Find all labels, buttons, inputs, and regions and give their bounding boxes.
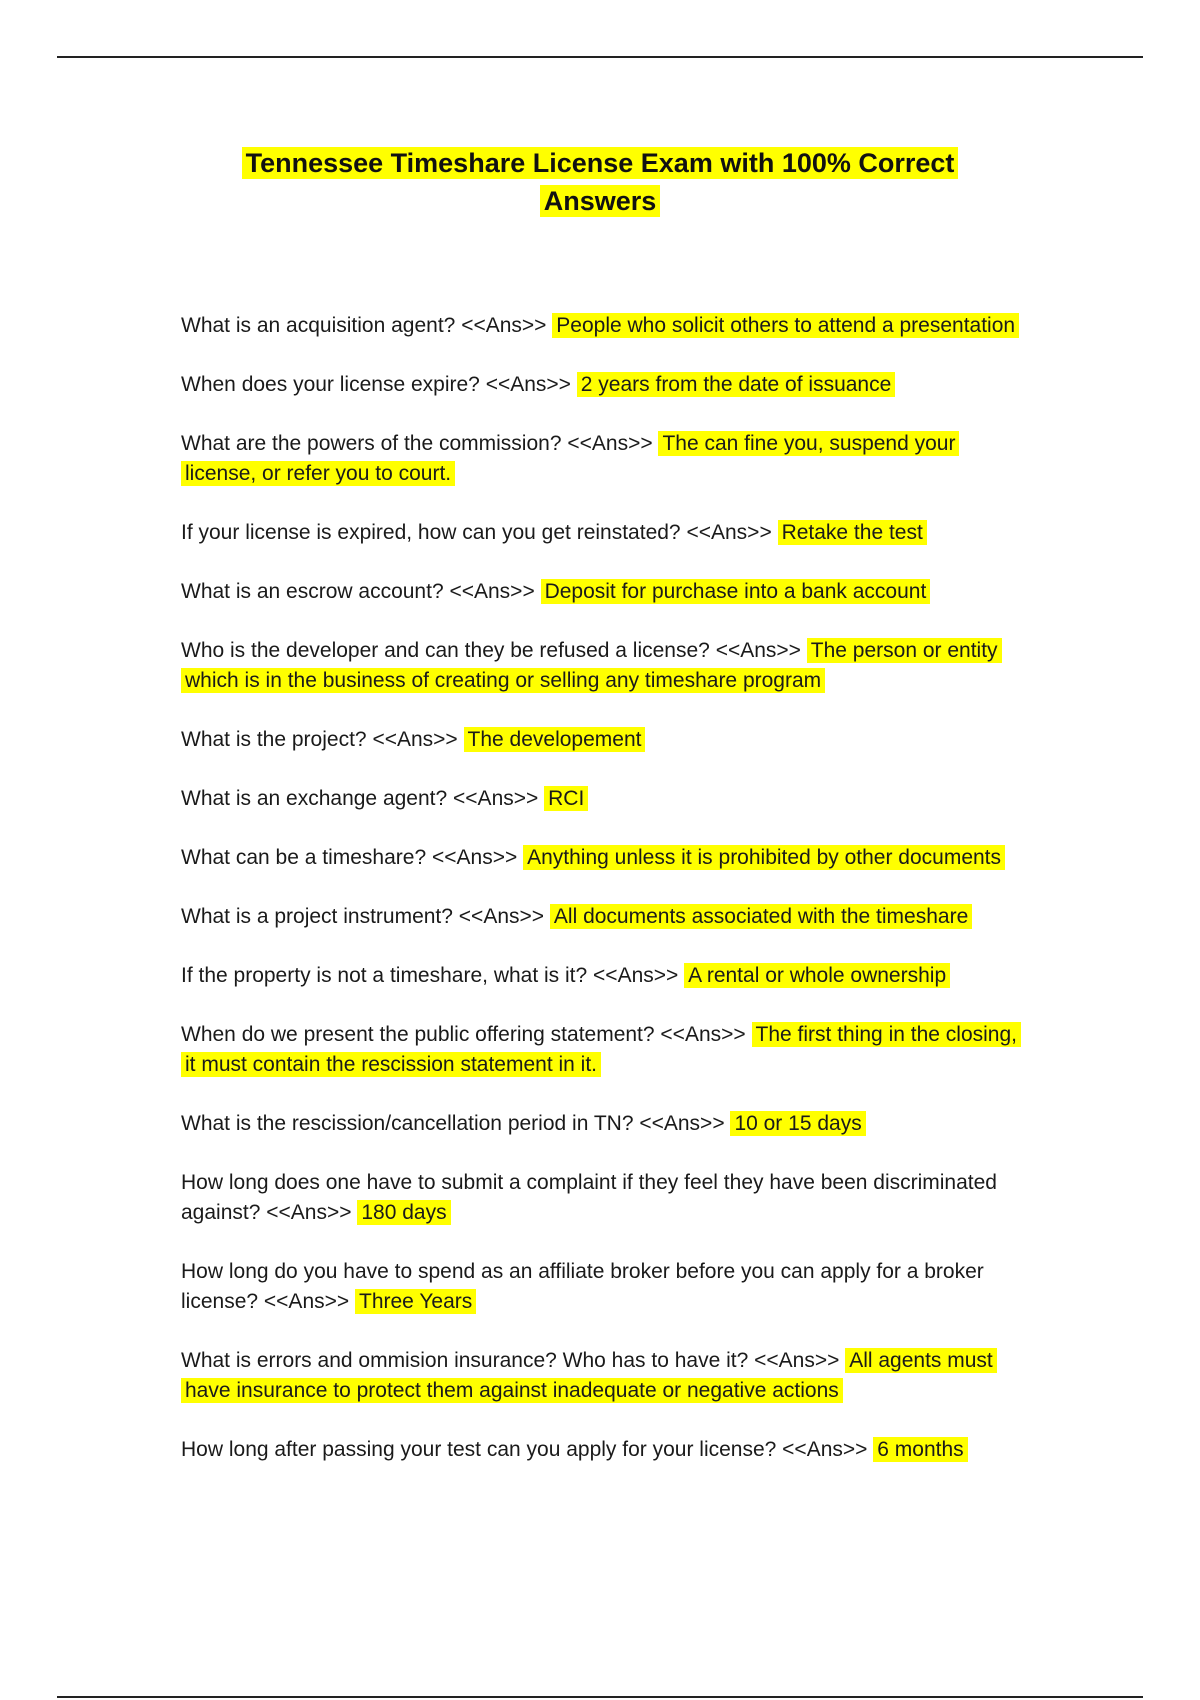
qa-item <box>181 1020 1021 1080</box>
qa-item <box>181 843 1021 873</box>
question: If the property is not a timeshare, what is it? <box>181 964 588 987</box>
qa-item <box>181 1168 1021 1228</box>
question: When does your license expire? <box>181 373 480 396</box>
question: What is an acquisition agent? <box>181 314 456 337</box>
qa-item <box>181 577 1021 607</box>
title-line-2: Answers <box>540 185 661 217</box>
qa-item <box>181 1435 1021 1465</box>
answer-separator: <<Ans>> <box>593 964 679 987</box>
answer: A rental or whole ownership <box>684 963 950 988</box>
answer: 2 years from the date of issuance <box>577 372 896 397</box>
question: How long does one have to submit a complaint if they feel they have been discriminated against? <box>181 1171 997 1224</box>
qa-item <box>181 1109 1021 1139</box>
answer: RCI <box>544 786 588 811</box>
answer-separator: <<Ans>> <box>639 1112 725 1135</box>
question: If your license is expired, how can you get reinstated? <box>181 521 681 544</box>
answer-separator: <<Ans>> <box>266 1201 352 1224</box>
question: What is the project? <box>181 728 367 751</box>
answer: All agents must have insurance to protect them against inadequate or negative actions <box>181 1348 997 1403</box>
answer: All documents associated with the timeshare <box>550 904 972 929</box>
answer: The first thing in the closing, it must contain the rescission statement in it. <box>181 1022 1021 1077</box>
answer-separator: <<Ans>> <box>686 521 772 544</box>
question: What is the rescission/cancellation period in TN? <box>181 1112 634 1135</box>
answer-separator: <<Ans>> <box>372 728 458 751</box>
qa-item <box>181 518 1021 548</box>
qa-item <box>181 311 1021 341</box>
question: Who is the developer and can they be refused a license? <box>181 639 710 662</box>
document-title <box>200 144 1000 220</box>
question: What is a project instrument? <box>181 905 453 928</box>
answer-separator: <<Ans>> <box>754 1349 840 1372</box>
top-rule <box>57 56 1143 58</box>
question: When do we present the public offering statement? <box>181 1023 655 1046</box>
qa-item <box>181 725 1021 755</box>
qa-item <box>181 429 1021 489</box>
answer: 6 months <box>873 1437 967 1462</box>
answer: Anything unless it is prohibited by other documents <box>523 845 1005 870</box>
answer-separator: <<Ans>> <box>431 846 518 869</box>
answer-separator: <<Ans>> <box>458 905 545 928</box>
answer: Three Years <box>355 1289 476 1314</box>
answer: People who solicit others to attend a presentation <box>552 313 1019 338</box>
answer-separator: <<Ans>> <box>461 314 547 337</box>
qa-item <box>181 784 1021 814</box>
answer: 180 days <box>357 1200 450 1225</box>
question: How long after passing your test can you apply for your license? <box>181 1438 777 1461</box>
answer: The developement <box>464 727 646 752</box>
bottom-rule <box>57 1696 1143 1698</box>
answer-separator: <<Ans>> <box>715 639 801 662</box>
qa-item <box>181 1257 1021 1317</box>
answer: Deposit for purchase into a bank account <box>541 579 931 604</box>
title-line-1: Tennessee Timeshare License Exam with 100% Correct <box>242 147 959 179</box>
question: What are the powers of the commission? <box>181 432 562 455</box>
question: How long do you have to spend as an affiliate broker before you can apply for a broker license? <box>181 1260 984 1313</box>
answer-separator: <<Ans>> <box>449 580 535 603</box>
answer: 10 or 15 days <box>730 1111 865 1136</box>
answer-separator: <<Ans>> <box>660 1023 746 1046</box>
answer-separator: <<Ans>> <box>782 1438 868 1461</box>
qa-item <box>181 370 1021 400</box>
qa-item <box>181 902 1021 932</box>
question: What is errors and ommision insurance? Who has to have it? <box>181 1349 749 1372</box>
question: What is an escrow account? <box>181 580 444 603</box>
answer-separator: <<Ans>> <box>453 787 539 810</box>
qa-item <box>181 1346 1021 1406</box>
question: What can be a timeshare? <box>181 846 427 869</box>
answer: The can fine you, suspend your license, or refer you to court. <box>181 431 959 486</box>
answer-separator: <<Ans>> <box>485 373 571 396</box>
answer-separator: <<Ans>> <box>567 432 653 455</box>
qa-list <box>181 311 1021 1494</box>
answer-separator: <<Ans>> <box>263 1290 350 1313</box>
qa-item <box>181 636 1021 696</box>
answer: The person or entity which is in the business of creating or selling any timeshare program <box>181 638 1002 693</box>
answer: Retake the test <box>778 520 927 545</box>
qa-item <box>181 961 1021 991</box>
question: What is an exchange agent? <box>181 787 448 810</box>
